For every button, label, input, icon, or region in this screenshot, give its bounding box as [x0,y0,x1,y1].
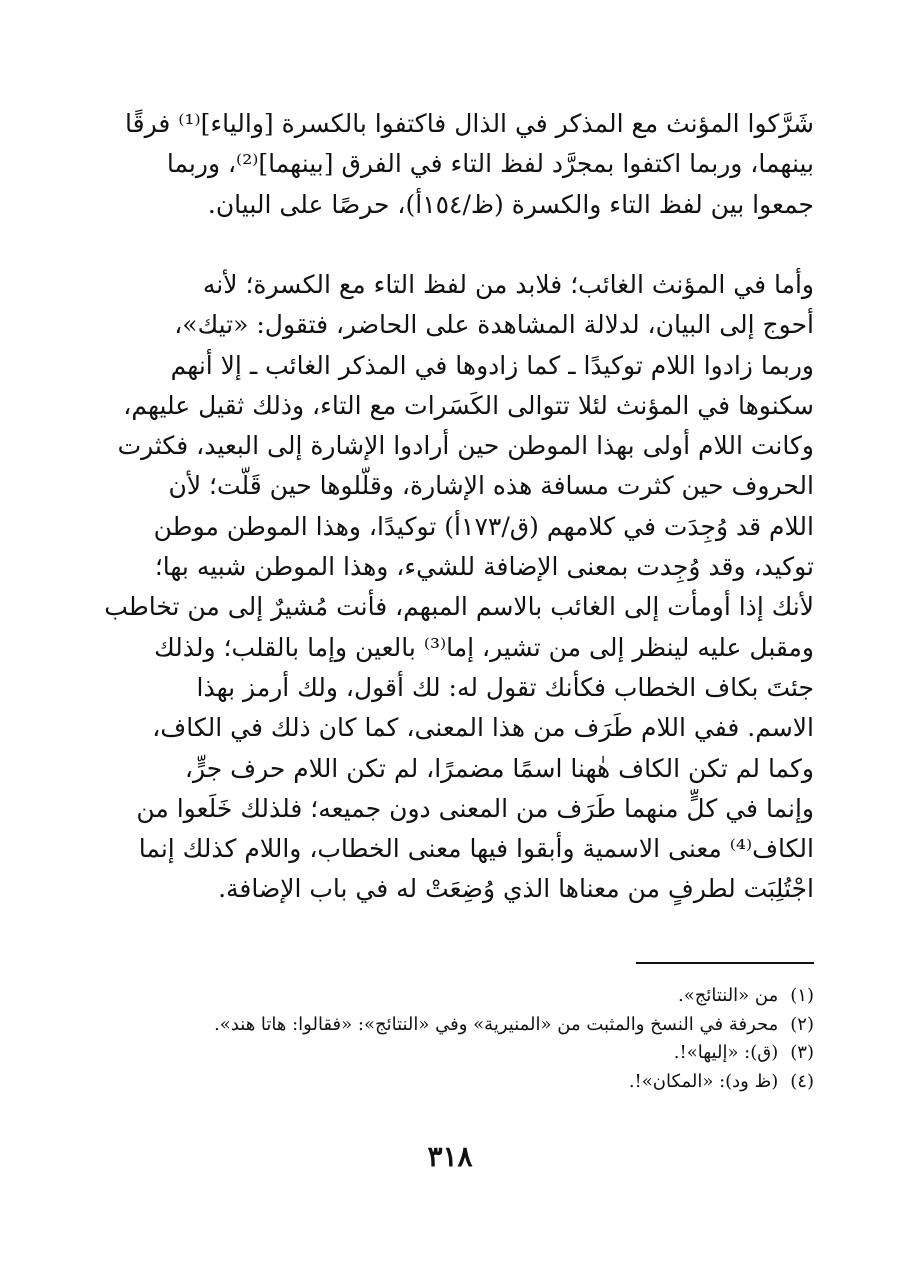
footnotes [86,982,814,1096]
text-line: شَرَّكوا المؤنث مع المذكر في الذال فاكتفوا بالكسرة [والياء]⁽¹⁾ فرقًا [125,109,814,138]
text-line: توكيد، وقد وُجِدت بمعنى الإضافة للشيء، وهذا الموطن شبيه بها؛ [154,552,814,582]
text-line: وإنما في كلٍّ منهما طَرَف من المعنى دون جميعه؛ فلذلك خَلَعوا من [136,793,814,823]
text-line: جمعوا بين لفظ التاء والكسرة (ظ/١٥٤أ)، حرصًا على البيان. [207,189,814,219]
paragraph-1 [86,104,814,225]
text-line: بينهما، وربما اكتفوا بمجرَّد لفظ التاء في الفرق [بينهما]⁽²⁾، وربما [166,149,814,179]
text-line: اللام قد وُجِدَت في كلامهم (ق/١٧٣أ) توكيدًا، وهذا الموطن موطن [153,511,814,541]
footnote-text: (ظ ود): «المكان»!. [628,1070,779,1092]
footnote-number: (١) [790,985,814,1006]
footnote-divider [636,962,814,964]
text-line: الاسم. ففي اللام طَرَف من هذا المعنى، كما كان ذلك في الكاف، [152,713,814,743]
footnote-2 [86,1011,814,1040]
text-line: سكنوها في المؤنث لئلا تتوالى الكَسَرات مع التاء، وذلك ثقيل عليهم، [123,390,814,420]
text-line: وكانت اللام أولى بهذا الموطن حين أرادوا الإشارة إلى البعيد، فكثرت [117,431,814,461]
text-line: الحروف حين كثرت مسافة هذه الإشارة، وقلَّلوها حين قَلَّت؛ لأن [168,471,814,501]
footnote-text: محرفة في النسخ والمثبت من «المنيرية» وفي «النتائج»: «فقالوا: هاتا هند». [214,1013,779,1035]
page-number: ٣١٨ [427,1140,473,1173]
text-line: وكما لم تكن الكاف هٰهنا اسمًا مضمرًا، لم تكن اللام حرف جرٍّ، [184,753,814,783]
text-line: وأما في المؤنث الغائب؛ فلابد من لفظ التاء مع الكسرة؛ لأنه [202,270,814,299]
footnote-4 [86,1068,814,1097]
text-line: لأنك إذا أومأت إلى الغائب بالاسم المبهم، فأنت مُشيرٌ إلى من تخاطب [104,592,814,622]
footnote-number: (٤) [790,1070,814,1092]
footnote-number: (٣) [790,1042,814,1063]
text-line: أحوج إلى البيان، لدلالة المشاهدة على الحاضر، فتقول: «تيك»، [174,310,814,340]
footnote-text: (ق): «إليها»!. [673,1042,779,1063]
text-line: اجْتُلِبَت لطرفٍ من معناها الذي وُضِعَتْ له في باب الإضافة. [218,874,814,904]
text-line: جئتَ بكاف الخطاب فكأنك تقول له: لك أقول، ولك أرمز بهذا [196,672,814,702]
footnote-3 [86,1039,814,1068]
text-line: وربما زادوا اللام توكيدًا ـ كما زادوها في المذكر الغائب ـ إلا أنهم [170,350,814,380]
text-line: ومقبل عليه لينظر إلى من تشير، إما⁽³⁾ بالعين وإما بالقلب؛ ولذلك [154,632,814,662]
paragraph-2 [86,265,814,910]
text-line: الكاف⁽⁴⁾ معنى الاسمية وأبقوا فيها معنى الخطاب، واللام كذلك إنما [138,834,814,864]
footnote-1 [86,982,814,1011]
footnote-number: (٢) [790,1013,814,1035]
footnote-text: من «النتائج». [677,985,779,1006]
